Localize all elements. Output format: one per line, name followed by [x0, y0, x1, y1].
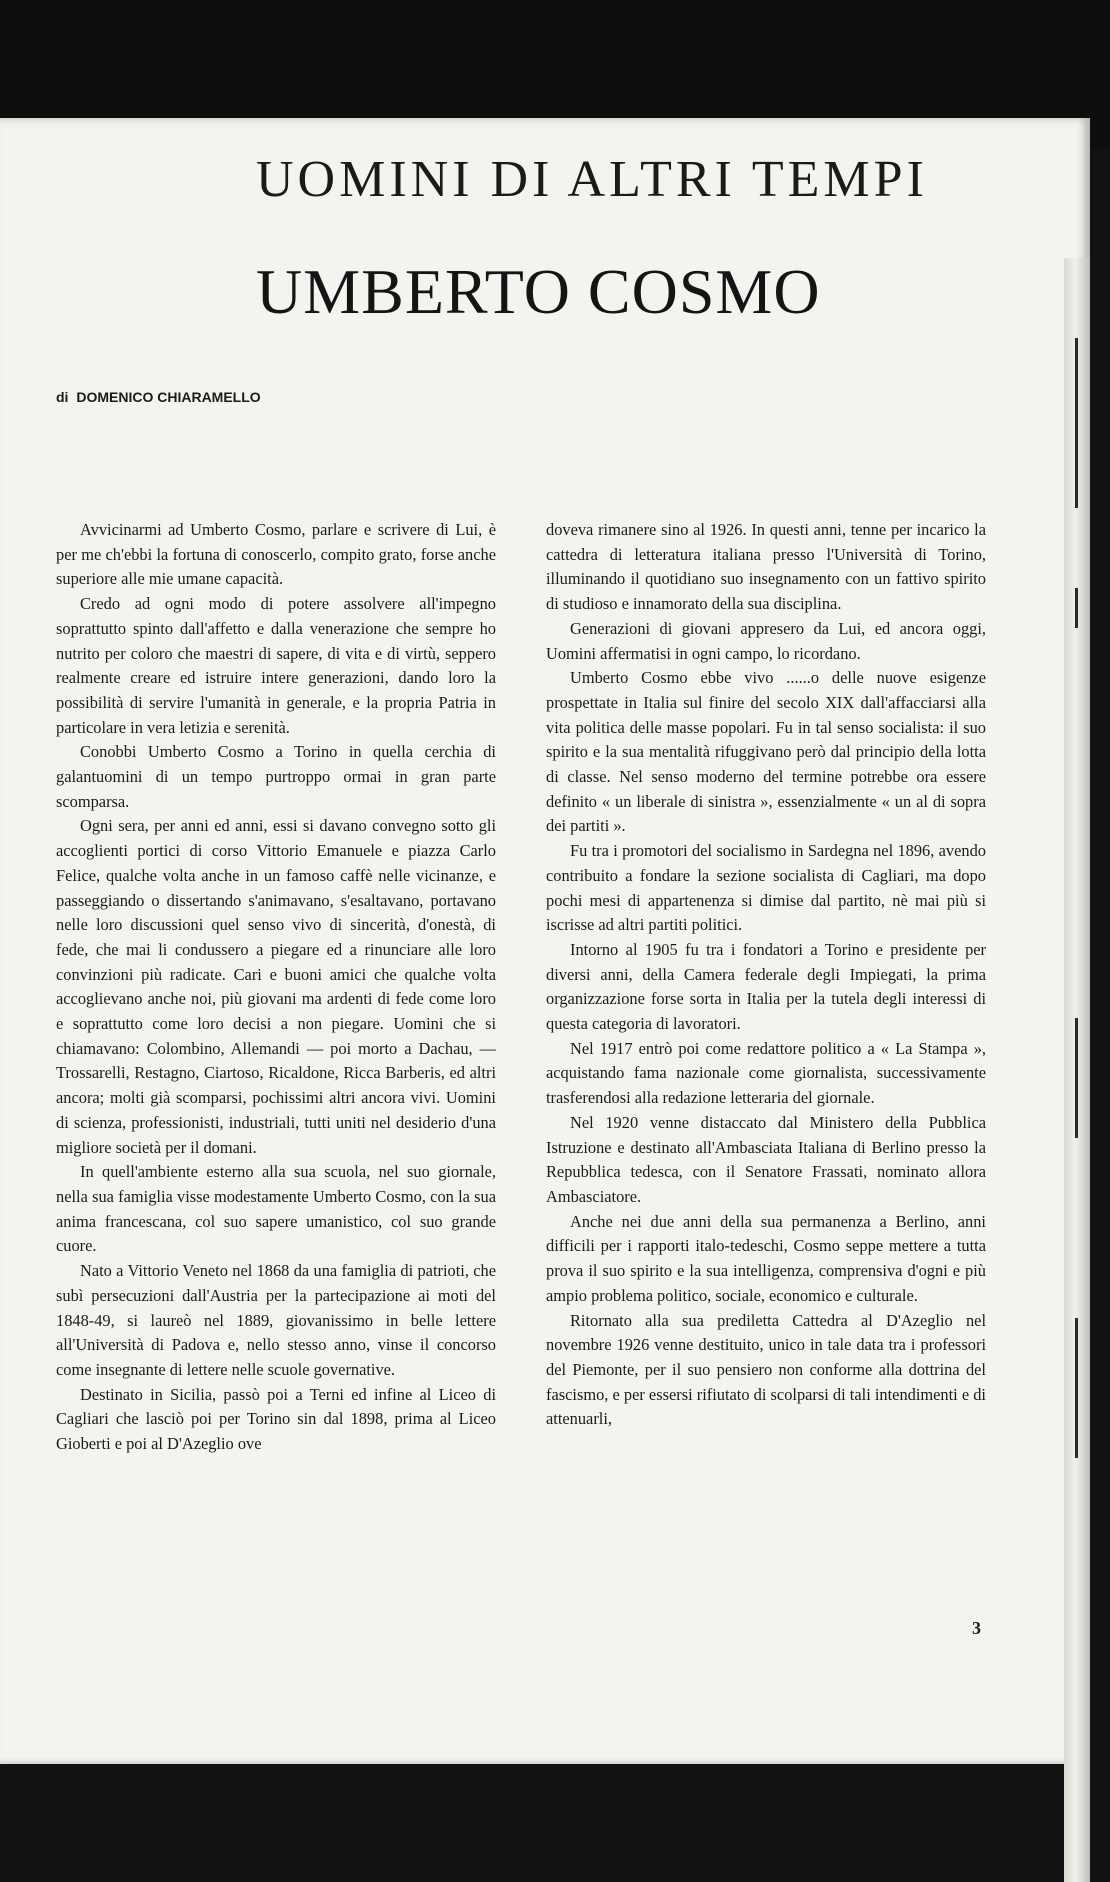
paragraph: Generazioni di giovani appresero da Lui, ed ancora oggi, Uomini affermatisi in ogni campo, lo ricordano.	[546, 618, 986, 663]
paragraph: Ritornato alla sua prediletta Cattedra al D'Azeglio nel novembre 1926 venne destituito, unico in tale data tra i professori del Piemonte, per il suo pensiero non conforme alla dottrina del fascismo, e per essersi rifiutato di scolparsi di tali intendimenti e di attenuarli,	[546, 1310, 986, 1429]
paragraph: Credo ad ogni modo di potere assolvere all'impegno soprattutto spinto dall'affetto e dalla venerazione che sempre ho nutrito per coloro che maestri di sapere, di vita e di virtù, seppero realmente creare ed istruire intere generazioni, dando loro la possibilità di servire l'umanità in generale, e la propria Patria in particolare in vera letizia e serenità.	[56, 594, 496, 737]
paragraph: In quell'ambiente esterno alla sua scuola, nel suo giornale, nella sua famiglia visse modestamente Umberto Cosmo, con la sua anima francescana, col suo sapere umanistico, col suo grande cuore.	[56, 1162, 496, 1256]
article-column-right	[546, 518, 986, 1432]
paragraph: Nato a Vittorio Veneto nel 1868 da una famiglia di patrioti, che subì persecuzioni dall'Austria per la partecipazione ai moti del 1848-49, si laureò nel 1889, giovanissimo in belle lettere all'Università di Padova e, nello stesso anno, vinse il concorso come insegnante di lettere nelle scuole governative.	[56, 1261, 496, 1379]
page-edge-mark	[1075, 338, 1078, 508]
paragraph: Avvicinarmi ad Umberto Cosmo, parlare e scrivere di Lui, è per me ch'ebbi la fortuna di conoscerlo, compito grato, forse anche superiore alle mie umane capacità.	[56, 520, 496, 589]
section-title: UOMINI DI ALTRI TEMPI	[256, 151, 928, 208]
paragraph: Anche nei due anni della sua permanenza a Berlino, anni difficili per i rapporti italo-tedeschi, Cosmo seppe mettere a tutta prova il suo spirito e la sua intelligenza, comprensiva d'ogni e più ampio problema politico, sociale, economico e culturale.	[546, 1211, 986, 1305]
paragraph: Fu tra i promotori del socialismo in Sardegna nel 1896, avendo contribuito a fondare la sezione socialista di Cagliari, ma dopo pochi mesi di appartenenza si dimise dal partito, nè mai più si iscrisse ad altri partiti politici.	[546, 841, 986, 935]
byline-author: DOMENICO CHIARAMELLO	[76, 389, 261, 405]
paragraph: Conobbi Umberto Cosmo a Torino in quella cerchia di galantuomini di un tempo purtroppo ormai in gran parte scomparsa.	[56, 742, 496, 811]
paragraph: Nel 1917 entrò poi come redattore politico a « La Stampa », acquistando fama nazionale come giornalista, successivamente trasferendosi alla redazione letteraria del giornale.	[546, 1038, 986, 1108]
byline-prefix: di	[56, 389, 69, 405]
paragraph: Ogni sera, per anni ed anni, essi si davano convegno sotto gli accoglienti portici di corso Vittorio Emanuele e piazza Carlo Felice, qualche volta anche in un famoso caffè nelle vicinanze, e passeggiando o dissertando s'animavano, s'esaltavano, portavano nelle loro discussioni quel senso vivo di sincerità, d'onestà, di fede, che mai li condussero a piegare ed a rinunciare alle loro convinzioni più radicate. Cari e buoni amici che qualche volta accoglievano anche noi, più giovani ma ardenti di fede come loro e soprattutto come loro decisi a non piegare. Uomini che si chiamavano: Colombino, Allemandi — poi morto a Dachau, — Trossarelli, Restagno, Ciartoso, Ricaldone, Ricca Barberis, ed altri ancora; molti già scomparsi, pochissimi altri ancora vivi. Uomini di scienza, professionisti, industriali, tutti uniti nel desiderio d'una migliore società per il domani.	[56, 816, 496, 1157]
page-edge-mark	[1075, 588, 1078, 628]
paragraph: Intorno al 1905 fu tra i fondatori a Torino e presidente per diversi anni, della Camera federale degli Impiegati, la prima organizzazione forse sorta in Italia per la tutela degli interessi di questa categoria di lavoratori.	[546, 939, 986, 1034]
paragraph: Nel 1920 venne distaccato dal Ministero della Pubblica Istruzione e destinato all'Ambasciata Italiana di Berlino presso la Repubblica tedesca, con il Senatore Frassati, nominato allora Ambasciatore.	[546, 1112, 986, 1206]
paragraph: Destinato in Sicilia, passò poi a Terni ed infine al Liceo di Cagliari che lasciò poi per Torino sin dal 1898, prima al Liceo Gioberti e poi al D'Azeglio ove	[56, 1384, 496, 1454]
page-edge	[1064, 258, 1090, 1882]
paragraph: Umberto Cosmo ebbe vivo ......o delle nuove esigenze prospettate in Italia sul finire del secolo XIX dall'affacciarsi alla vita politica delle masse popolari. Fu in tal senso socialista: il suo spirito e la sua mentalità rifuggivano però dal principio della lotta di classe. Nel senso moderno del termine potrebbe ora essere definito « un liberale di sinistra », essenzialmente « un al di sopra dei partiti ».	[546, 668, 986, 836]
byline	[56, 389, 261, 405]
page-edge-mark	[1075, 1018, 1078, 1138]
paragraph-continuation: doveva rimanere sino al 1926. In questi anni, tenne per incarico la cattedra di letteratura italiana presso l'Università di Torino, illuminando il quotidiano suo insegnamento con un fattivo spirito di studioso e innamorato della sua disciplina.	[546, 520, 986, 614]
page-edge-mark	[1075, 1318, 1078, 1458]
page-number: 3	[972, 1618, 981, 1638]
article-title: UMBERTO COSMO	[256, 256, 821, 327]
article-column-left	[56, 518, 496, 1457]
